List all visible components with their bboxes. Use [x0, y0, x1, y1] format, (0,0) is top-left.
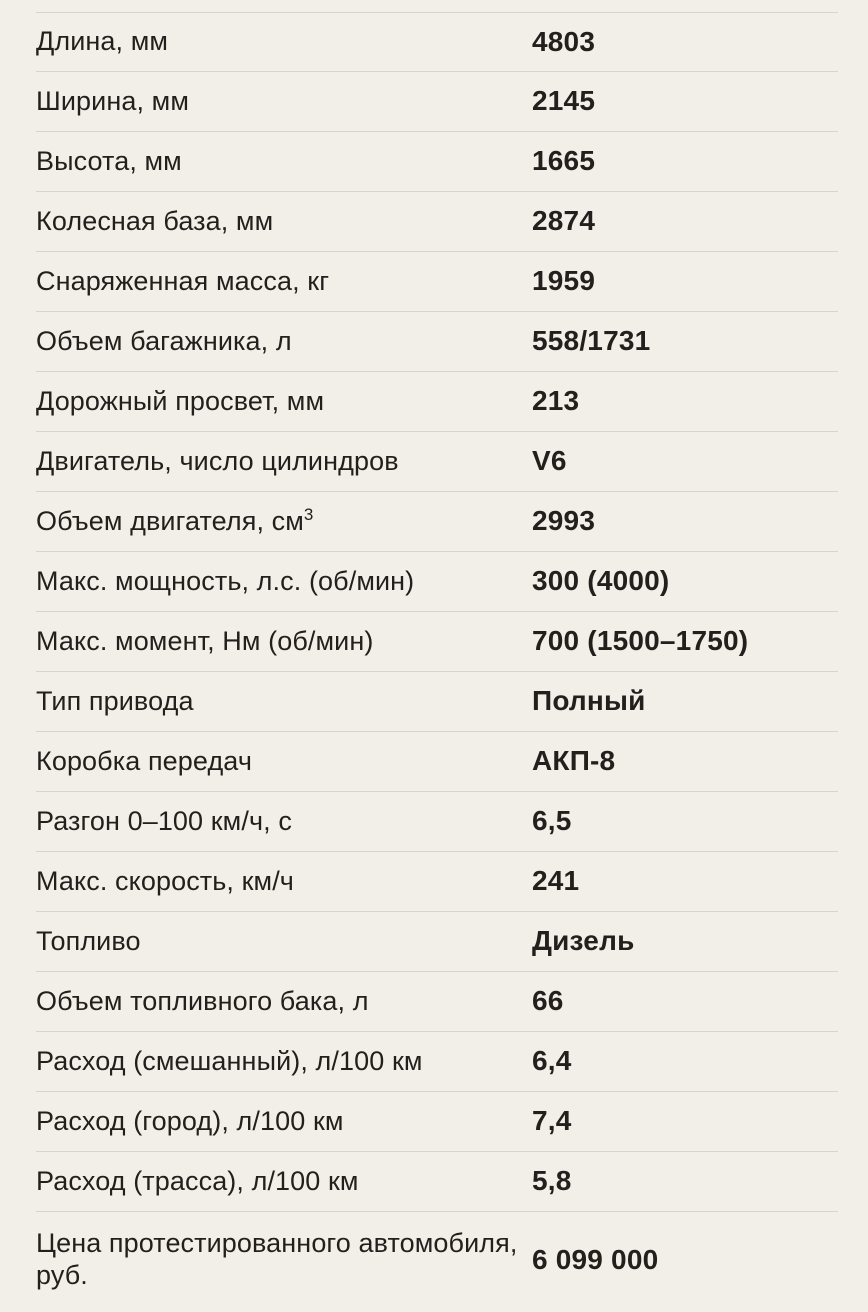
spec-value: 1959 [532, 265, 596, 297]
spec-label: Ширина, мм [36, 85, 189, 116]
table-row [36, 852, 838, 912]
spec-value: 5,8 [532, 1165, 572, 1197]
spec-value: 700 (1500–1750) [532, 625, 749, 657]
table-row [36, 132, 838, 192]
spec-label: Снаряженная масса, кг [36, 265, 330, 296]
table-row [36, 972, 838, 1032]
table-row [36, 1032, 838, 1092]
table-row [36, 1212, 838, 1308]
spec-label: Объем топливного бака, л [36, 985, 369, 1016]
table-row [36, 72, 838, 132]
spec-label: Колесная база, мм [36, 205, 274, 236]
table-row [36, 1152, 838, 1212]
table-row [36, 732, 838, 792]
spec-value: 300 (4000) [532, 565, 670, 597]
spec-value: 2145 [532, 85, 596, 117]
spec-value: 2993 [532, 505, 596, 537]
spec-label: Длина, мм [36, 26, 169, 57]
spec-value: АКП-8 [532, 745, 616, 777]
spec-label: Макс. мощность, л.с. (об/мин) [36, 565, 415, 596]
spec-value: 558/1731 [532, 325, 651, 357]
spec-label: Расход (трасса), л/100 км [36, 1165, 359, 1196]
spec-label: Дорожный просвет, мм [36, 385, 325, 416]
table-row [36, 672, 838, 732]
table-row [36, 432, 838, 492]
table-bottom-spacer [36, 1308, 838, 1312]
spec-value: 4803 [532, 25, 596, 57]
spec-value: 2874 [532, 205, 596, 237]
spec-value: 1665 [532, 145, 596, 177]
spec-label: Макс. скорость, км/ч [36, 865, 294, 896]
spec-value: 213 [532, 385, 580, 417]
spec-label: Цена протестированного автомобиля, руб. [36, 1228, 518, 1290]
spec-label: Топливо [36, 925, 141, 956]
spec-label: Двигатель, число цилиндров [36, 445, 399, 476]
table-row [36, 312, 838, 372]
table-row [36, 552, 838, 612]
spec-label: Расход (смешанный), л/100 км [36, 1045, 423, 1076]
spec-value: 241 [532, 865, 580, 897]
table-row [36, 252, 838, 312]
spec-value: Полный [532, 685, 646, 717]
table-top-spacer [36, 0, 838, 12]
table-row [36, 612, 838, 672]
spec-label [36, 506, 532, 538]
table-row [36, 792, 838, 852]
spec-value: 6,5 [532, 805, 572, 837]
spec-label: Макс. момент, Нм (об/мин) [36, 625, 374, 656]
spec-value: V6 [532, 445, 567, 477]
table-row [36, 492, 838, 552]
spec-label-text: Объем двигателя, см [36, 505, 304, 536]
spec-label: Коробка передач [36, 745, 252, 776]
spec-label: Объем багажника, л [36, 325, 292, 356]
spec-label: Разгон 0–100 км/ч, с [36, 805, 292, 836]
spec-label-superscript: 3 [303, 504, 314, 524]
spec-value: 7,4 [532, 1105, 572, 1137]
table-row [36, 1092, 838, 1152]
spec-label: Тип привода [36, 685, 194, 716]
spec-label: Расход (город), л/100 км [36, 1105, 344, 1136]
spec-label: Высота, мм [36, 145, 182, 176]
spec-value: Дизель [532, 925, 635, 957]
spec-value: 6 099 000 [532, 1243, 659, 1275]
spec-value: 6,4 [532, 1045, 572, 1077]
table-row [36, 912, 838, 972]
table-row [36, 12, 838, 72]
table-row [36, 372, 838, 432]
spec-value: 66 [532, 985, 564, 1017]
table-row [36, 192, 838, 252]
